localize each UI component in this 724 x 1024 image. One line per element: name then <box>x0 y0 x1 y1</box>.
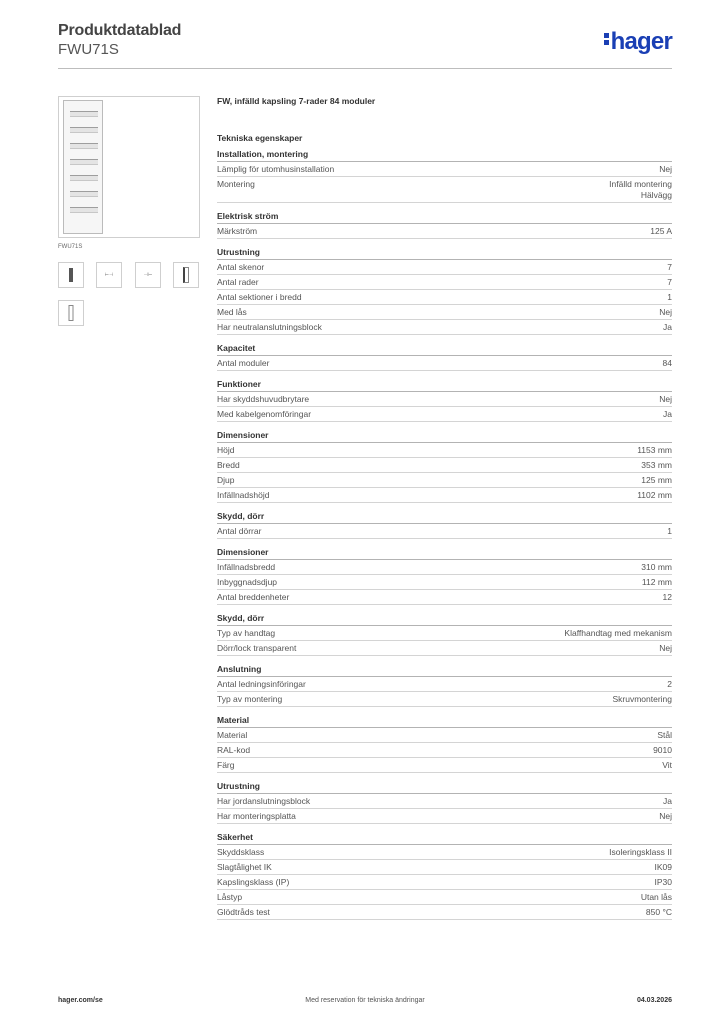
spec-value-line: 112 mm <box>641 577 672 587</box>
spec-label: Antal moduler <box>217 358 270 368</box>
spec-label: Infällnadshöjd <box>217 490 270 500</box>
spec-heading: Tekniska egenskaper <box>217 133 303 143</box>
spec-group-title: Utrustning <box>217 779 672 794</box>
spec-row <box>217 473 672 488</box>
spec-group <box>217 209 672 239</box>
side-view-icon <box>183 267 189 283</box>
spec-row <box>217 290 672 305</box>
brand-logo <box>604 28 672 56</box>
spec-value-line: 7 <box>667 277 672 287</box>
spec-label: Antal sektioner i bredd <box>217 292 302 302</box>
spec-label: Inbyggnadsdjup <box>217 577 278 587</box>
spec-group <box>217 713 672 773</box>
spec-row <box>217 224 672 239</box>
spec-group <box>217 341 672 371</box>
spec-row <box>217 356 672 371</box>
spec-row <box>217 260 672 275</box>
spec-value-line: Ja <box>663 796 672 806</box>
spec-label: Infällnadsbredd <box>217 562 276 572</box>
spec-row <box>217 692 672 707</box>
spec-group <box>217 545 672 605</box>
spec-row <box>217 443 672 458</box>
spec-row <box>217 905 672 920</box>
spec-label: Antal rader <box>217 277 259 287</box>
spec-label: Typ av montering <box>217 694 283 704</box>
spec-value <box>663 409 672 420</box>
spec-group-title: Säkerhet <box>217 830 672 845</box>
page-header <box>58 22 672 70</box>
spec-label: Höjd <box>217 445 235 455</box>
spec-value <box>650 226 672 237</box>
spec-value-line: 1153 mm <box>637 445 672 455</box>
spec-label: Antal dörrar <box>217 526 262 536</box>
spec-row <box>217 677 672 692</box>
spec-row <box>217 875 672 890</box>
spec-row <box>217 320 672 335</box>
spec-row <box>217 524 672 539</box>
spec-group <box>217 779 672 824</box>
spec-label: Material <box>217 730 248 740</box>
spec-group-title: Skydd, dörr <box>217 611 672 626</box>
spec-value <box>609 179 672 201</box>
spec-label: Montering <box>217 179 255 189</box>
spec-row <box>217 590 672 605</box>
page-title: Produktdatablad <box>58 22 182 39</box>
spec-label: Antal skenor <box>217 262 265 272</box>
spec-value <box>653 745 672 756</box>
spec-value <box>641 460 672 471</box>
spec-value-line: 310 mm <box>641 562 672 572</box>
spec-value-line: 1 <box>667 292 672 302</box>
spec-label: Skyddsklass <box>217 847 265 857</box>
spec-row <box>217 392 672 407</box>
spec-value <box>659 811 672 822</box>
spec-value-line: Nej <box>659 394 672 404</box>
spec-row <box>217 641 672 656</box>
spec-value-line: Utan lås <box>640 892 672 902</box>
spec-value <box>667 292 672 303</box>
spec-value <box>564 628 672 639</box>
spec-label: Märkström <box>217 226 258 236</box>
spec-value-line: IP30 <box>654 877 672 887</box>
spec-label: Typ av handtag <box>217 628 276 638</box>
thumbnail-section-drawing[interactable] <box>135 262 161 288</box>
spec-value-line: 1102 mm <box>637 490 672 500</box>
footer-date: 04.03.2026 <box>636 997 672 1004</box>
spec-row <box>217 488 672 503</box>
spec-value <box>663 796 672 807</box>
spec-row <box>217 890 672 905</box>
spec-value <box>667 262 672 273</box>
spec-value <box>641 562 672 573</box>
spec-row <box>217 626 672 641</box>
spec-label: Med kabelgenomföringar <box>217 409 312 419</box>
spec-group-title: Dimensioner <box>217 545 672 560</box>
spec-value <box>659 164 672 175</box>
spec-row <box>217 809 672 824</box>
spec-value-line: Vit <box>662 760 672 770</box>
spec-label: Bredd <box>217 460 240 470</box>
spec-value <box>662 760 672 771</box>
section-drawing-icon: ⊣⊢ <box>143 272 153 278</box>
spec-label: Färg <box>217 760 235 770</box>
spec-value-line: Nej <box>659 164 672 174</box>
spec-value-line: Stål <box>657 730 672 740</box>
spec-label: Glödtråds test <box>217 907 270 917</box>
spec-row <box>217 560 672 575</box>
thumbnail-front-view[interactable] <box>58 262 84 288</box>
spec-value <box>663 592 672 603</box>
footer-website[interactable]: hager.com/se <box>58 997 103 1004</box>
thumbnail-dimension-drawing[interactable] <box>96 262 122 288</box>
spec-label: Har monteringsplatta <box>217 811 296 821</box>
spec-group <box>217 611 672 656</box>
spec-value <box>663 322 672 333</box>
spec-row <box>217 728 672 743</box>
spec-value-line: 1 <box>667 526 672 536</box>
spec-group <box>217 245 672 335</box>
spec-row <box>217 758 672 773</box>
spec-value-line: Hälvägg <box>640 190 672 200</box>
spec-row <box>217 275 672 290</box>
spec-value <box>667 277 672 288</box>
spec-label: Har neutralanslutningsblock <box>217 322 322 332</box>
spec-value-line: IK09 <box>654 862 672 872</box>
spec-value-line: Infälld montering <box>609 179 672 189</box>
front-view-icon <box>69 268 73 282</box>
spec-row <box>217 305 672 320</box>
spec-value-line: Nej <box>659 811 672 821</box>
spec-row <box>217 177 672 203</box>
spec-row <box>217 794 672 809</box>
spec-value-line: 9010 <box>653 745 672 755</box>
spec-value <box>667 679 672 690</box>
logo-text: hager <box>610 28 672 55</box>
spec-value-line: 12 <box>662 592 672 602</box>
spec-value-line: Ja <box>663 322 672 332</box>
spec-value-line: 84 <box>662 358 672 368</box>
thumbnail-profile-view[interactable] <box>58 300 84 326</box>
logo-dots-icon <box>604 31 610 47</box>
spec-label: Har skyddshuvudbrytare <box>217 394 310 404</box>
spec-section <box>217 95 672 920</box>
spec-value <box>657 730 672 741</box>
spec-row <box>217 575 672 590</box>
cabinet-illustration <box>63 100 103 234</box>
profile-view-icon <box>69 305 74 321</box>
spec-value-line: 2 <box>667 679 672 689</box>
spec-value <box>609 847 672 858</box>
dimension-drawing-icon: ⊢⊣ <box>104 272 114 278</box>
spec-group-title: Utrustning <box>217 245 672 260</box>
spec-group <box>217 377 672 422</box>
product-image[interactable] <box>58 96 200 238</box>
spec-value <box>667 526 672 537</box>
spec-value-line: 353 mm <box>641 460 672 470</box>
spec-value <box>659 394 672 405</box>
spec-label: Lämplig för utomhusinstallation <box>217 164 335 174</box>
spec-value <box>646 907 672 918</box>
spec-value <box>655 862 673 873</box>
spec-label: Har jordanslutningsblock <box>217 796 311 806</box>
spec-row <box>217 162 672 177</box>
spec-value <box>612 694 672 705</box>
spec-value <box>642 577 672 588</box>
spec-group <box>217 830 672 920</box>
spec-value <box>655 877 673 888</box>
spec-row <box>217 743 672 758</box>
spec-label: Slagtålighet IK <box>217 862 272 872</box>
spec-value <box>641 475 672 486</box>
spec-value <box>659 643 672 654</box>
spec-groups <box>217 147 672 920</box>
spec-label: Kapslingsklass (IP) <box>217 877 290 887</box>
spec-label: Antal ledningsinföringar <box>217 679 306 689</box>
spec-value-line: 7 <box>667 262 672 272</box>
product-code: FWU71S <box>58 41 119 58</box>
spec-group-title: Skydd, dörr <box>217 509 672 524</box>
spec-group-title: Dimensioner <box>217 428 672 443</box>
spec-label: Djup <box>217 475 235 485</box>
spec-value-line: 125 A <box>650 226 672 236</box>
spec-group <box>217 509 672 539</box>
spec-value-line: Nej <box>659 643 672 653</box>
spec-label: Dörr/lock transparent <box>217 643 297 653</box>
spec-value-line: Nej <box>659 307 672 317</box>
spec-group <box>217 662 672 707</box>
spec-value <box>663 358 672 369</box>
spec-value-line: Skruvmontering <box>612 694 672 704</box>
spec-label: RAL-kod <box>217 745 251 755</box>
spec-value <box>637 445 672 456</box>
spec-value <box>641 892 672 903</box>
spec-row <box>217 458 672 473</box>
header-divider <box>58 68 672 69</box>
page-footer <box>58 997 672 1011</box>
spec-row <box>217 845 672 860</box>
spec-group <box>217 147 672 203</box>
spec-value-line: Klaffhandtag med mekanism <box>564 628 672 638</box>
spec-group-title: Anslutning <box>217 662 672 677</box>
spec-group-title: Kapacitet <box>217 341 672 356</box>
spec-group-title: Material <box>217 713 672 728</box>
spec-group-title: Installation, montering <box>217 147 672 162</box>
thumbnail-side-view[interactable] <box>173 262 199 288</box>
spec-value-line: Isoleringsklass II <box>609 847 672 857</box>
product-description: FW, infälld kapsling 7-rader 84 moduler <box>217 96 376 106</box>
spec-value <box>637 490 672 501</box>
spec-value-line: Ja <box>663 409 672 419</box>
spec-group-title: Funktioner <box>217 377 672 392</box>
spec-label: Låstyp <box>217 892 243 902</box>
spec-value-line: 125 mm <box>641 475 672 485</box>
spec-group-title: Elektrisk ström <box>217 209 672 224</box>
spec-row <box>217 860 672 875</box>
image-caption: FWU71S <box>58 244 83 250</box>
footer-disclaimer: Med reservation för tekniska ändringar <box>305 997 425 1004</box>
spec-label: Med lås <box>217 307 247 317</box>
spec-label: Antal breddenheter <box>217 592 290 602</box>
spec-group <box>217 428 672 503</box>
spec-value <box>659 307 672 318</box>
spec-value-line: 850 °C <box>645 907 672 917</box>
spec-row <box>217 407 672 422</box>
